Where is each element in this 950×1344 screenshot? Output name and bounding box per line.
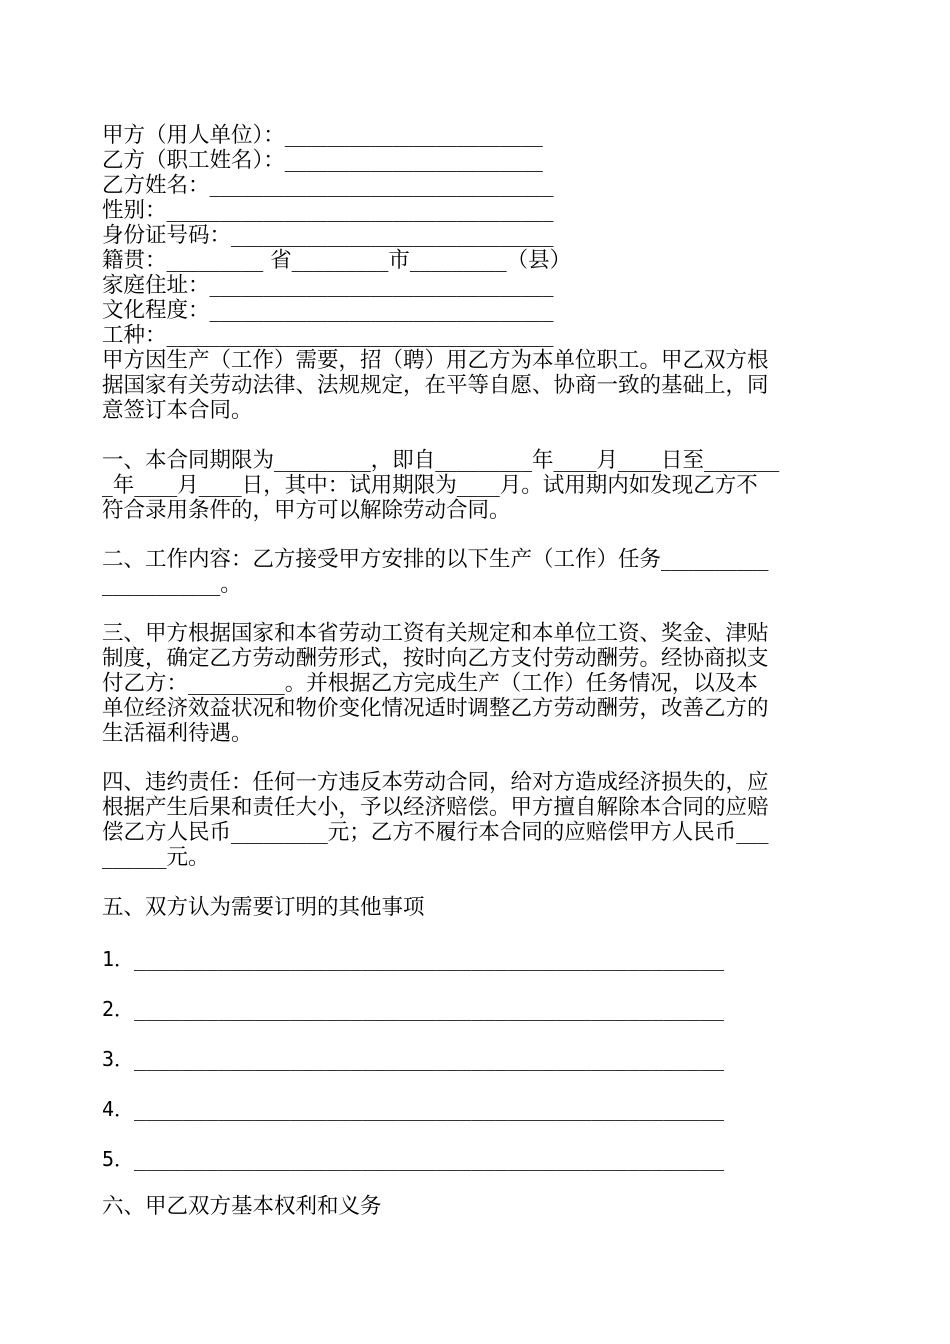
education-field: 文化程度：________________________________ [102,298,554,323]
home-address-field: 家庭住址：________________________________ [102,273,554,298]
clause-4-line: ______元。 [102,845,210,870]
intro-line: 意签订本合同。 [102,398,253,423]
employer-field: 甲方（用人单位）：________________________ [102,123,543,148]
clause-1-line: _年____月____日，其中：试用期限为____月。试用期内如发现乙方不 [102,473,758,498]
clause-4-line: 四、违约责任：任何一方违反本劳动合同，给对方造成经济损失的，应 [102,770,769,795]
intro-line: 据国家有关劳动法律、法规规定，在平等自愿、协商一致的基础上，同 [102,373,769,398]
clause-3-line: 制度，确定乙方劳动酬劳形式，按时向乙方支付劳动酬劳。经协商拟支 [102,646,769,671]
clause-3-line: 生活福利待遇。 [102,721,253,746]
clause-3-line: 单位经济效益状况和物价变化情况适时调整乙方劳动酬劳，改善乙方的 [102,696,769,721]
clause-1-line: 一、本合同期限为_________，即自_________年____月____日至_______ [102,448,780,473]
clause-5-item: 5．_________________________________________________ [102,1147,725,1171]
clause-5-item: 3．_________________________________________________ [102,1047,725,1071]
clause-2-line: 二、工作内容：乙方接受甲方安排的以下生产（工作）任务__________ [102,547,769,572]
intro-line: 甲方因生产（工作）需要，招（聘）用乙方为本单位职工。甲乙双方根 [102,348,769,373]
clause-3-line: 三、甲方根据国家和本省劳动工资有关规定和本单位工资、奖金、津贴 [102,621,769,646]
clause-4-line: 偿乙方人民币_________元；乙方不履行本合同的应赔偿甲方人民币___ [102,820,769,845]
id-number-field: 身份证号码：______________________________ [102,223,554,248]
clause-5-heading: 五、双方认为需要订明的其他事项 [102,895,425,920]
clause-4-line: 根据产生后果和责任大小，予以经济赔偿。甲方擅自解除本合同的应赔 [102,795,769,820]
employee-name-field: 乙方姓名：________________________________ [102,173,554,198]
clause-6-heading: 六、甲乙双方基本权利和义务 [102,1194,382,1219]
clause-5-item: 2．_________________________________________________ [102,997,725,1021]
gender-field: 性别：____________________________________ [102,198,554,223]
job-type-field: 工种：____________________________________ [102,323,554,348]
employee-field: 乙方（职工姓名）：________________________ [102,148,543,173]
clause-5-item: 1．_________________________________________________ [102,947,725,971]
clause-2-line: ___________。 [102,572,242,597]
native-place-field: 籍贯：_________ 省_________市_________（县） [102,248,572,273]
clause-5-item: 4．_________________________________________________ [102,1097,725,1121]
clause-3-line: 付乙方：_________。并根据乙方完成生产（工作）任务情况，以及本 [102,671,758,696]
clause-1-line: 符合录用条件的，甲方可以解除劳动合同。 [102,498,511,523]
